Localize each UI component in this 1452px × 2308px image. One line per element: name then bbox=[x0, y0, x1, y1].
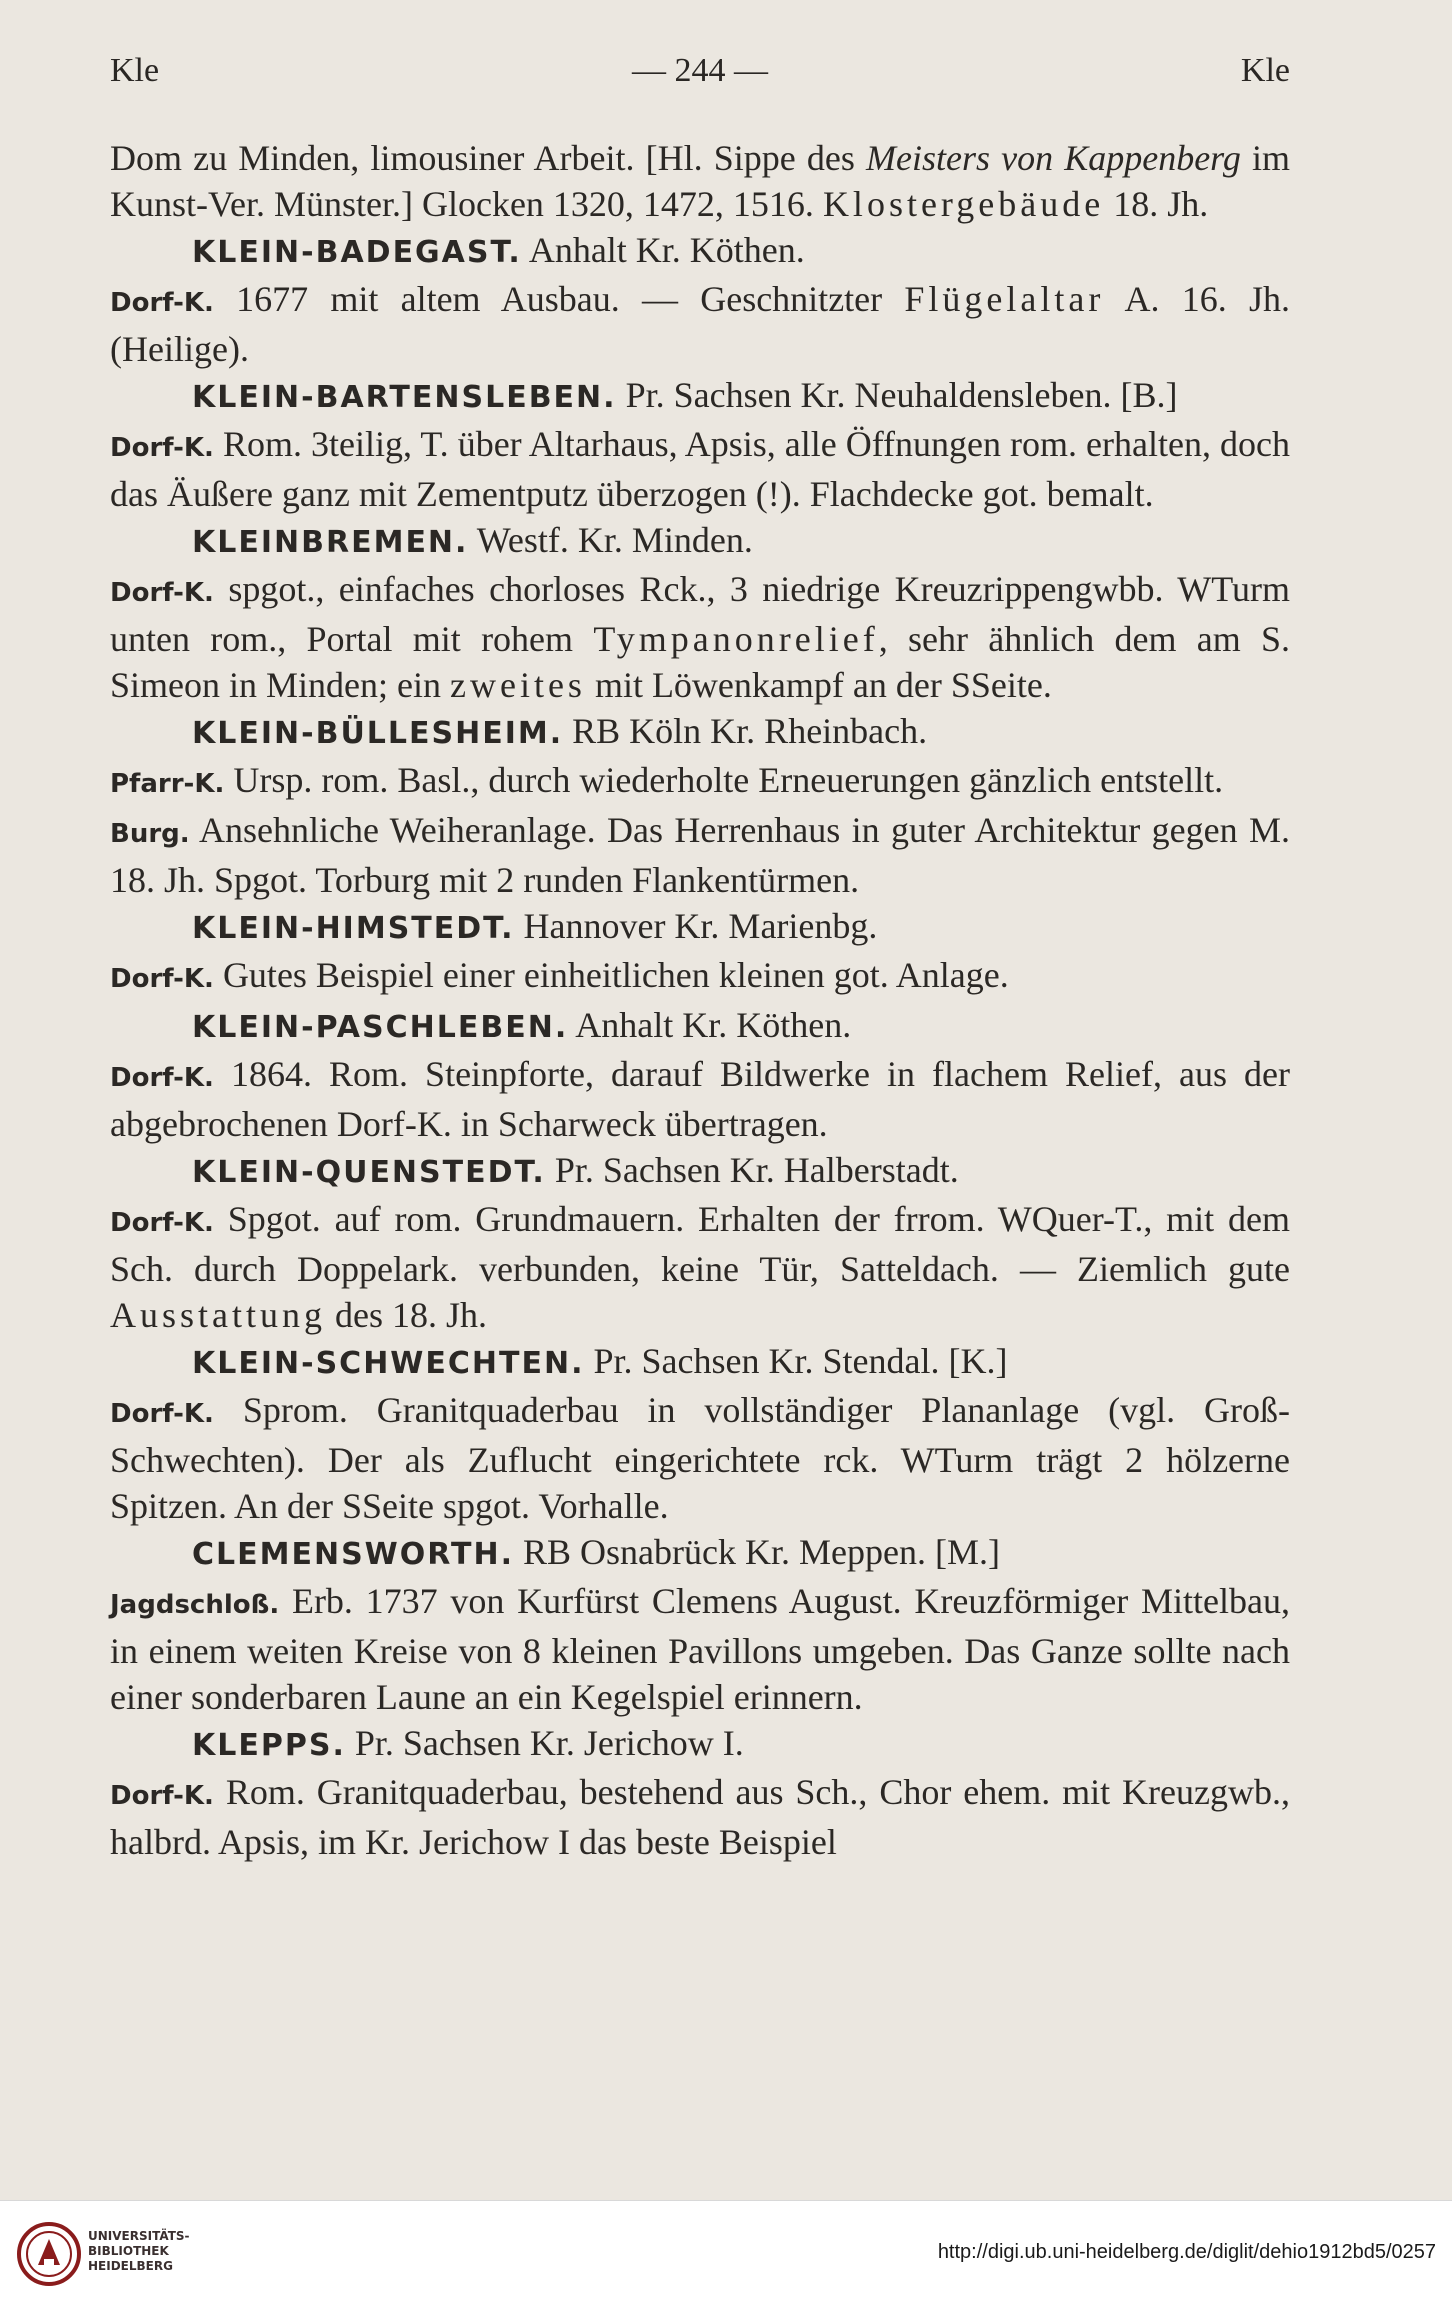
spaced-run: zweites bbox=[449, 665, 586, 705]
place-name: KLEIN-HIMSTEDT. bbox=[192, 911, 515, 946]
entry-paragraph bbox=[110, 757, 1290, 807]
location: Anhalt Kr. Köthen. bbox=[568, 1005, 852, 1045]
entry-heading bbox=[110, 903, 1290, 952]
entry-klein-quenstedt bbox=[110, 1147, 1290, 1338]
entry-klein-schwechten bbox=[110, 1338, 1290, 1529]
place-name: KLEIN-SCHWECHTEN. bbox=[192, 1346, 585, 1381]
text-run: Dom zu Minden, limousiner Arbeit. [Hl. Sippe des bbox=[110, 138, 866, 178]
spaced-run: Flügelaltar bbox=[904, 279, 1105, 319]
text-run: Sprom. Granitquaderbau in vollständiger Plananlage (vgl. Groß-Schwechten). Der als Zuflucht eingerichtete rck. WTurm trägt 2 hölzerne Spitzen. An der SSeite spgot. Vorhalle. bbox=[110, 1390, 1290, 1526]
place-name: KLEPPS. bbox=[192, 1728, 346, 1763]
entry-klein-paschleben bbox=[110, 1002, 1290, 1147]
entry-klein-badegast bbox=[110, 227, 1290, 372]
text-run: Ursp. rom. Basl., durch wiederholte Erneuerungen gänzlich entstellt. bbox=[224, 760, 1224, 800]
location: Hannover Kr. Marienbg. bbox=[514, 906, 878, 946]
location: Anhalt Kr. Köthen. bbox=[521, 230, 805, 270]
object-label: Pfarr-K. bbox=[110, 769, 225, 799]
object-label: Dorf-K. bbox=[110, 1208, 214, 1238]
entry-heading bbox=[110, 1002, 1290, 1051]
text-run: Ansehnliche Weiheranlage. Das Herrenhaus in guter Architektur gegen M. 18. Jh. Spgot. Torburg mit 2 runden Flankentürmen. bbox=[110, 810, 1290, 900]
spaced-run: Klostergebäude bbox=[822, 184, 1105, 224]
place-name: CLEMENSWORTH. bbox=[192, 1537, 515, 1572]
header-right-word: Kle bbox=[1240, 52, 1290, 89]
text-run: Spgot. auf rom. Grundmauern. Erhalten der frrom. WQuer-T., mit dem Sch. durch Doppelark. verbunden, keine Tür, Satteldach. — Ziemlich gute bbox=[110, 1199, 1290, 1289]
seal-graphic bbox=[14, 2219, 84, 2289]
italic-run: Meisters von Kappenberg bbox=[865, 138, 1241, 178]
entry-paragraph bbox=[110, 566, 1290, 708]
object-label: Jagdschloß. bbox=[110, 1590, 280, 1620]
object-label: Dorf-K. bbox=[110, 288, 214, 318]
text-run: A. 16. Jh. (Heilige). bbox=[110, 279, 1290, 369]
entry-heading bbox=[110, 1338, 1290, 1387]
entry-paragraph bbox=[110, 807, 1290, 903]
entry-heading-paragraph bbox=[110, 372, 1290, 421]
place-name: KLEIN-QUENSTEDT. bbox=[192, 1155, 546, 1190]
object-label: Dorf-K. bbox=[110, 964, 214, 994]
page-body bbox=[110, 135, 1290, 1865]
entry-paragraph bbox=[110, 1578, 1290, 1720]
university-seal-icon[interactable] bbox=[14, 2219, 84, 2289]
text-run: mit Löwenkampf an der SSeite. bbox=[585, 665, 1052, 705]
entry-heading bbox=[110, 227, 1290, 276]
location: Pr. Sachsen Kr. Neuhaldensleben. [B.] bbox=[616, 375, 1178, 415]
entry-paragraph bbox=[110, 421, 1290, 517]
entry-paragraph bbox=[110, 1769, 1290, 1865]
object-label: Burg. bbox=[110, 819, 190, 849]
location: Pr. Sachsen Kr. Halberstadt. bbox=[545, 1150, 959, 1190]
text-run: spgot., einfaches chorloses Rck., 3 niedrige Kreuzrippengwbb. WTurm unten rom., Portal mit rohem bbox=[110, 569, 1290, 659]
running-header bbox=[110, 52, 1290, 102]
location: Westf. Kr. Minden. bbox=[468, 520, 753, 560]
text-run: im Kunst-Ver. Münster.] Glocken 1320, 1472, 1516. bbox=[110, 138, 1290, 224]
text-run: 1864. Rom. Steinpforte, darauf Bildwerke in flachem Relief, aus der abgebrochenen Dorf-K. in Scharweck übertragen. bbox=[110, 1054, 1290, 1144]
location: RB Osnabrück Kr. Meppen. [M.] bbox=[514, 1532, 1000, 1572]
entry-klein-himstedt bbox=[110, 903, 1290, 1002]
source-url-link[interactable]: http://digi.ub.uni-heidelberg.de/diglit/dehio1912bd5/0257 bbox=[937, 2241, 1436, 2263]
location: RB Köln Kr. Rheinbach. bbox=[563, 711, 928, 751]
text-run: Rom. 3teilig, T. über Altarhaus, Apsis, alle Öffnungen rom. erhalten, doch das Äußere ganz mit Zementputz überzogen (!). Flachdecke got. bemalt. bbox=[110, 424, 1290, 514]
entry-heading bbox=[110, 1529, 1290, 1578]
text-run: 1677 mit altem Ausbau. — Geschnitzter bbox=[213, 279, 905, 319]
location: Pr. Sachsen Kr. Stendal. [K.] bbox=[584, 1341, 1008, 1381]
entry-heading bbox=[110, 708, 1290, 757]
entry-klein-bartensleben bbox=[110, 372, 1290, 517]
object-label: Dorf-K. bbox=[110, 1399, 214, 1429]
entry-paragraph bbox=[110, 952, 1290, 1002]
entry-paragraph bbox=[110, 276, 1290, 372]
place-name: KLEIN-BADEGAST. bbox=[192, 235, 522, 270]
text-run: Erb. 1737 von Kurfürst Clemens August. Kreuzförmiger Mittelbau, in einem weiten Kreise von 8 kleinen Pavillons umgeben. Das Ganze sollte nach einer sonderbaren Laune an ein Kegelspiel erinnern. bbox=[110, 1581, 1290, 1717]
entry-clemensworth bbox=[110, 1529, 1290, 1720]
entry-paragraph bbox=[110, 1387, 1290, 1529]
object-label: Dorf-K. bbox=[110, 1063, 214, 1093]
text-run: Rom. Granitquaderbau, bestehend aus Sch., Chor ehem. mit Kreuzgwb., halbrd. Apsis, im Kr. Jerichow I das beste Beispiel bbox=[110, 1772, 1290, 1862]
entry-paragraph bbox=[110, 1196, 1290, 1338]
entry-heading bbox=[110, 1720, 1290, 1769]
text-run: , sehr ähnlich dem am S. Simeon in Minden; ein bbox=[110, 619, 1291, 705]
place-name: KLEIN-BARTENSLEBEN. bbox=[192, 380, 617, 415]
entry-paragraph bbox=[110, 1051, 1290, 1147]
library-line: UNIVERSITÄTS- bbox=[88, 2229, 190, 2243]
location: Pr. Sachsen Kr. Jerichow I. bbox=[345, 1723, 744, 1763]
object-label: Dorf-K. bbox=[110, 433, 214, 463]
place-name: KLEIN-BÜLLESHEIM. bbox=[192, 716, 564, 751]
indent bbox=[110, 375, 192, 415]
intro-paragraph bbox=[110, 135, 1290, 227]
entry-heading bbox=[110, 1147, 1290, 1196]
place-name: KLEIN-PASCHLEBEN. bbox=[192, 1010, 569, 1045]
entry-klepps bbox=[110, 1720, 1290, 1865]
header-left-word: Kle bbox=[110, 52, 160, 89]
library-line: BIBLIOTHEK bbox=[88, 2244, 169, 2258]
page-number: — 244 — bbox=[632, 52, 768, 89]
object-label: Dorf-K. bbox=[110, 578, 214, 608]
text-run: 18. Jh. bbox=[1104, 184, 1209, 224]
spaced-run: Tympanonrelief bbox=[593, 619, 879, 659]
text-run: Gutes Beispiel einer einheitlichen kleinen got. Anlage. bbox=[213, 955, 1009, 995]
viewer-footer bbox=[0, 2200, 1452, 2308]
object-label: Dorf-K. bbox=[110, 1781, 214, 1811]
library-line: HEIDELBERG bbox=[88, 2259, 173, 2273]
entry-klein-buellesheim bbox=[110, 708, 1290, 903]
place-name: KLEINBREMEN. bbox=[192, 525, 469, 560]
spaced-run: Ausstattung bbox=[110, 1295, 327, 1335]
entry-heading bbox=[110, 517, 1290, 566]
entry-kleinbremen bbox=[110, 517, 1290, 708]
library-name bbox=[88, 2229, 190, 2274]
text-run: des 18. Jh. bbox=[326, 1295, 488, 1335]
